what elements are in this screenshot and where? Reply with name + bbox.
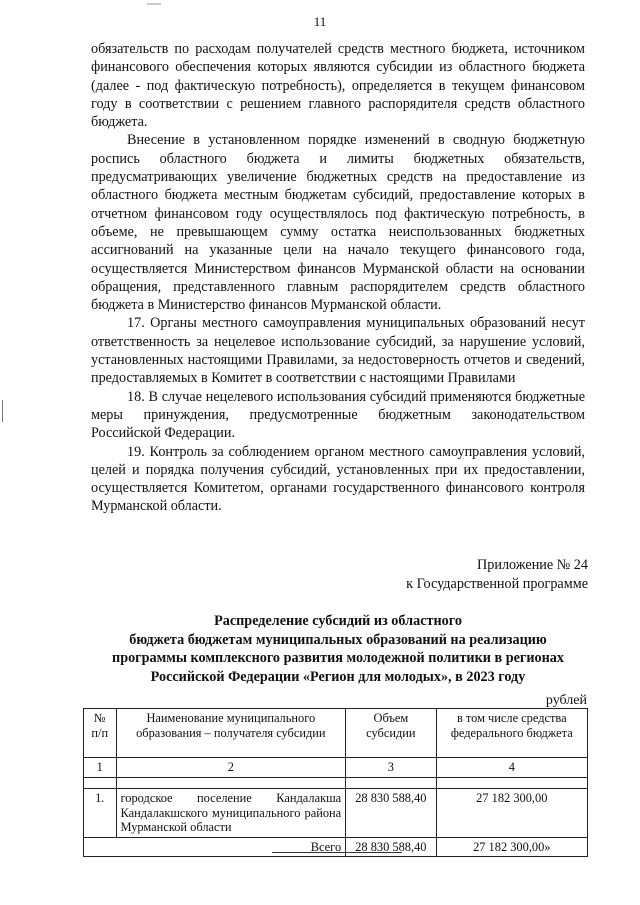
column-index-1: 1 — [84, 758, 117, 778]
header-num: № п/п — [84, 709, 117, 758]
row-total: 28 830 588,40 — [346, 789, 436, 838]
row-federal: 27 182 300,00 — [436, 789, 587, 838]
column-index-2: 2 — [116, 758, 346, 778]
total-label: Всего — [84, 837, 346, 857]
row-municipality: городское поселение Кандалакша Кандалакшского муниципального района Мурманской области — [116, 789, 346, 838]
column-index-row — [84, 758, 588, 778]
spacer-row — [84, 778, 588, 789]
document-title — [91, 612, 585, 686]
title-line-1: Распределение субсидий из областного — [214, 613, 462, 629]
table-header-row — [84, 709, 588, 758]
appendix-number: Приложение № 24 — [477, 557, 588, 573]
paragraph-continuation: обязательств по расходам получателей средств местного бюджета, источником финансового обеспечения которых являются субсидии из областного бюджета (далее - под фактическую потребность), определяется в текущем финансовом году в соответствии с решением главного распорядителя средств областного бюджета. — [91, 41, 585, 131]
units-label: рублей — [545, 693, 587, 708]
page-number: 11 — [313, 14, 327, 29]
title-line-3: программы комплексного развития молодежной политики в регионах — [112, 650, 564, 666]
total-federal: 27 182 300,00» — [436, 837, 587, 857]
column-index-3: 3 — [346, 758, 436, 778]
bottom-divider — [272, 852, 402, 853]
title-line-4: Российской Федерации «Регион для молодых», в 2023 году — [150, 668, 526, 685]
total-sum: 28 830 588,40 — [346, 837, 436, 857]
appendix-program: к Государственной программе — [406, 576, 588, 592]
header-federal: в том числе средства федерального бюджета — [436, 709, 587, 758]
header-total: Объем субсидии — [346, 709, 436, 758]
total-row — [84, 837, 588, 857]
paragraph-19: 19. Контроль за соблюдением органом местного самоуправления условий, целей и порядка получения субсидий, установленных при их предоставлении, осуществляется Комитетом, органами государственного финансового контроля Мурманской области. — [91, 443, 585, 515]
table-row — [84, 789, 588, 838]
column-index-4: 4 — [436, 758, 587, 778]
appendix-reference — [406, 556, 588, 594]
paragraph-budget-changes: Внесение в установленном порядке изменений в сводную бюджетную роспись областного бюджета и лимиты бюджетных обязательств, предусматривающих увеличение бюджетных средств на предоставление из областного бюджета местным бюджетам субсидий, предоставление которых в отчетном финансовом году осуществлялось под фактическую потребность, в объеме, не превышающем сумму остатка неиспользованных бюджетных ассигнований на указанные цели на начало текущего финансового года, осуществляется Министерством финансов Мурманской области на основании обращения, представленного главным распорядителем средств областного бюджета в Министерство финансов Мурманской области. — [91, 132, 585, 314]
margin-mark — [2, 400, 3, 422]
paragraph-17: 17. Органы местного самоуправления муниципальных образований несут ответственность за нецелевое использование субсидий, за нарушение условий, установленных настоящими Правилами, за недостоверность отчетов и сведений, предоставляемых в Комитет в соответствии с настоящими Правилами — [91, 315, 585, 387]
scan-artifact — [147, 3, 161, 5]
title-line-2: бюджета бюджетам муниципальных образований на реализацию — [129, 631, 547, 648]
subsidy-table — [83, 708, 588, 857]
paragraph-18: 18. В случае нецелевого использования субсидий применяются бюджетные меры принуждения, предусмотренные бюджетным законодательством Российской Федерации. — [91, 388, 585, 442]
body-text — [91, 40, 585, 516]
row-num: 1. — [84, 789, 117, 838]
header-name: Наименование муниципального образования – получателя субсидии — [116, 709, 346, 758]
